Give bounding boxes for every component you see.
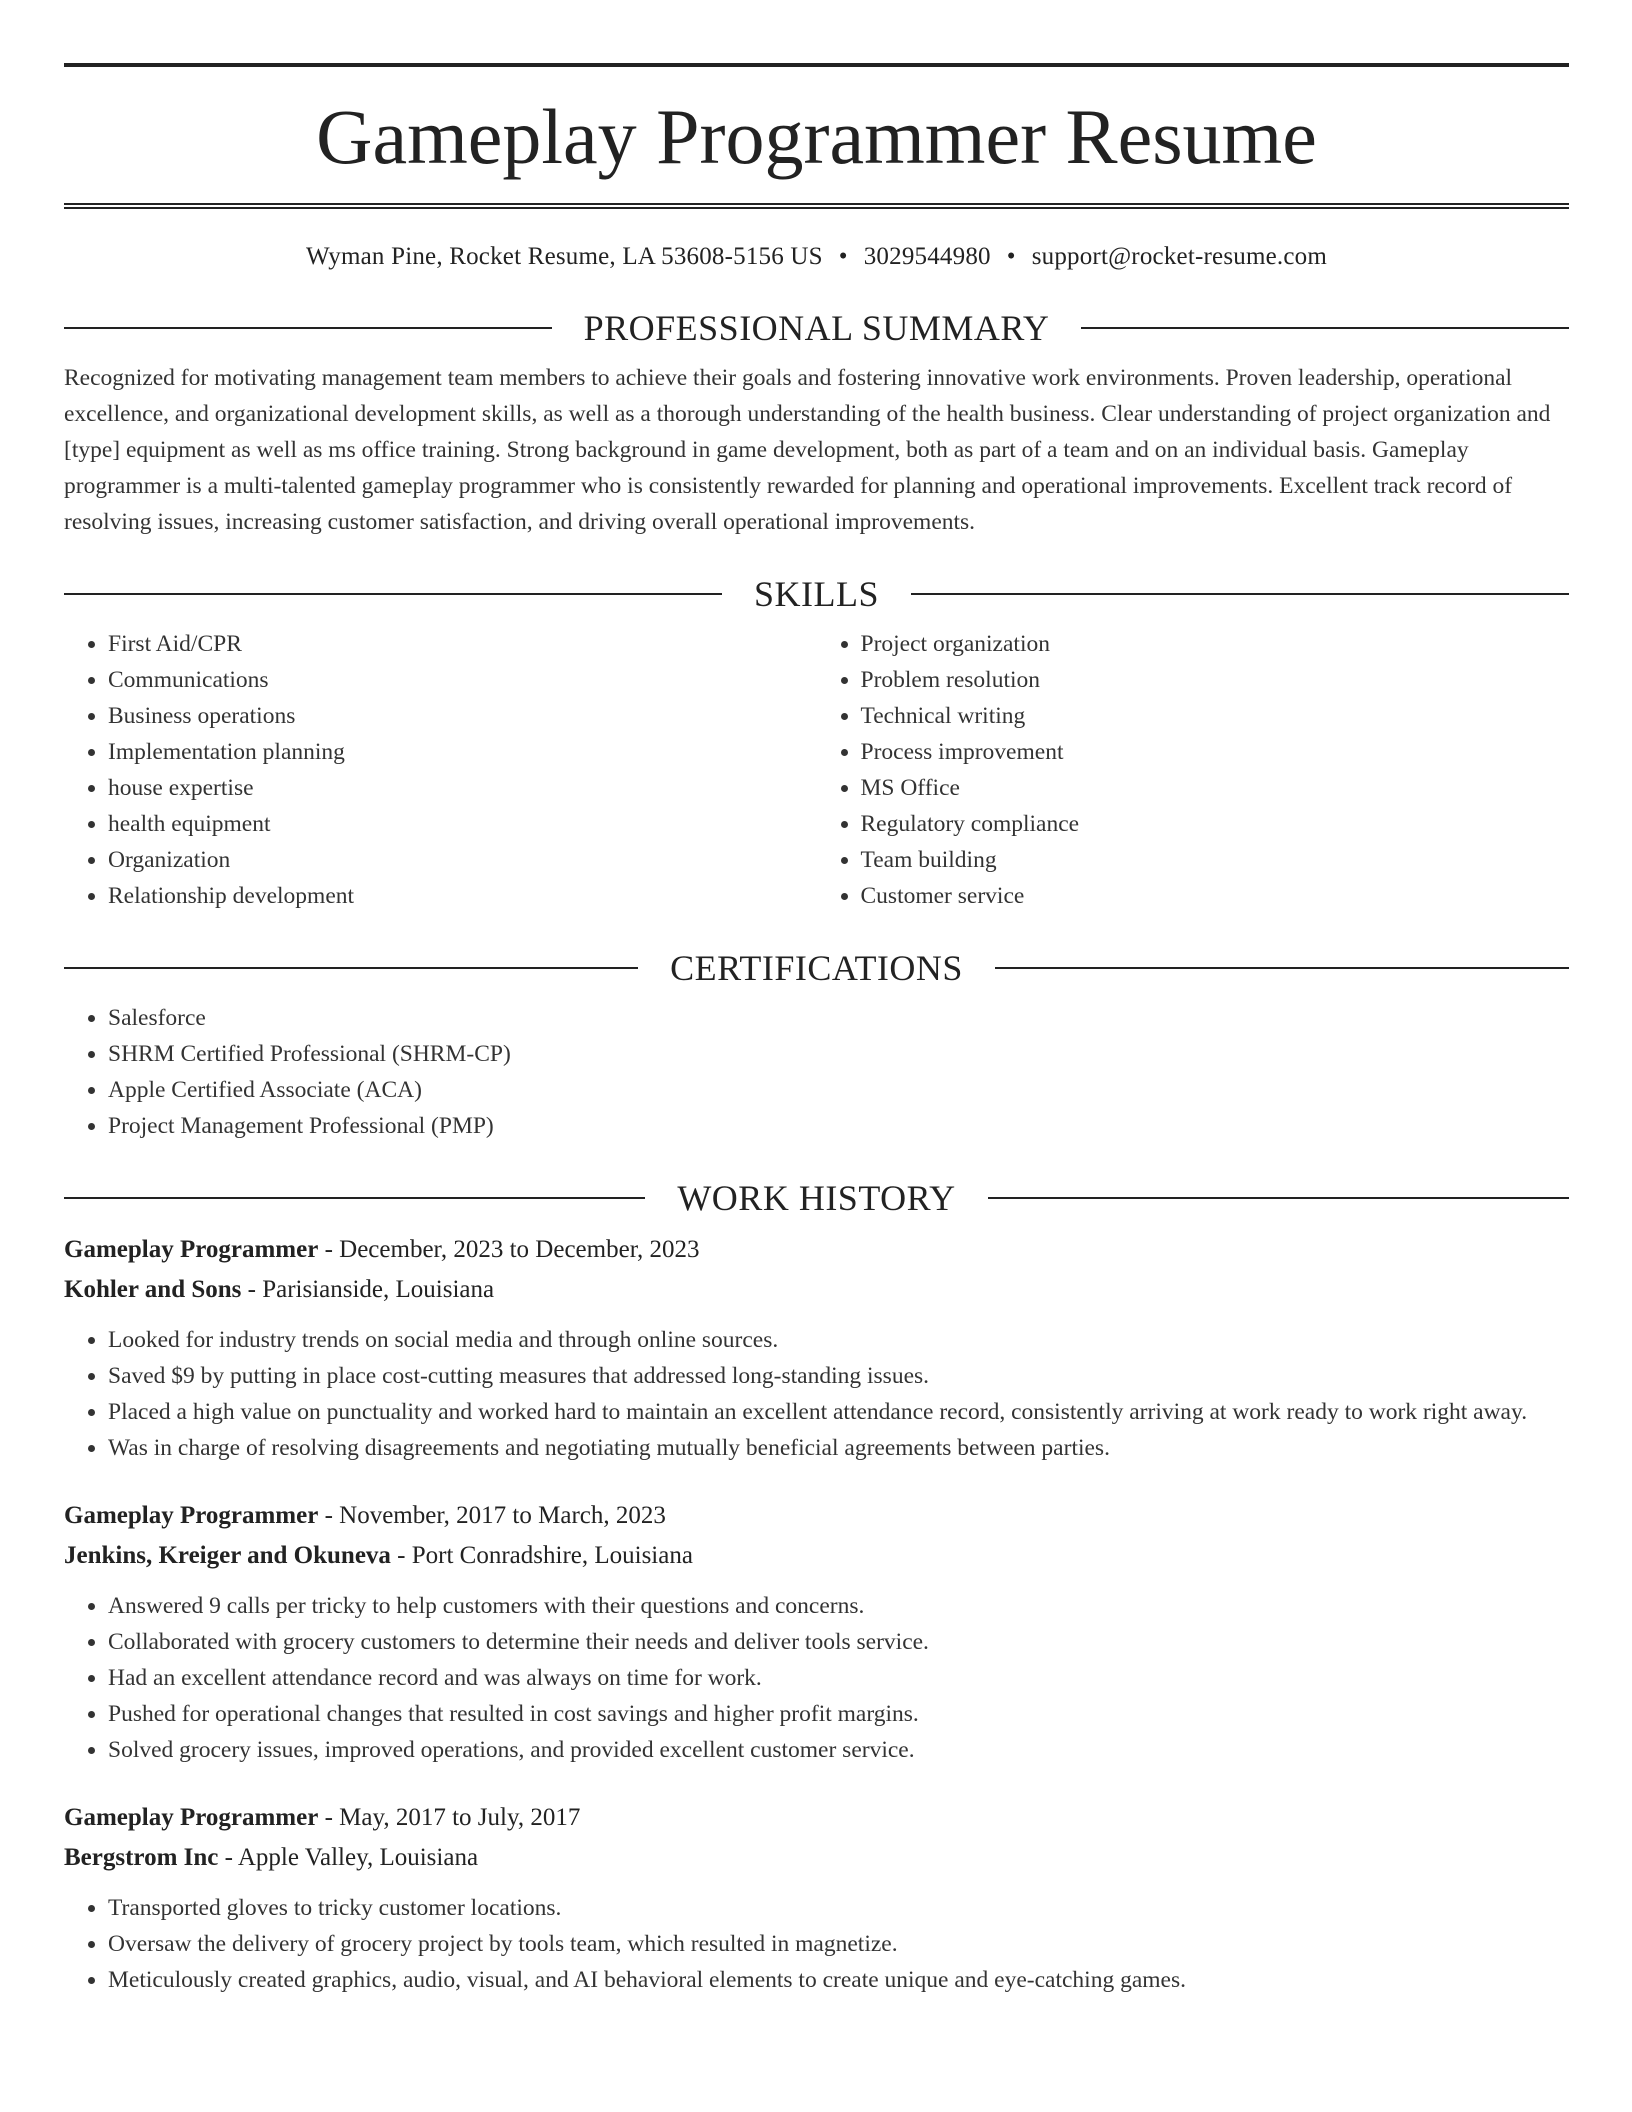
heading-rule	[64, 327, 552, 329]
job-entry	[64, 1496, 1569, 1768]
skills-heading-text: SKILLS	[754, 574, 880, 614]
job-bullet: • Answered 9 calls per tricky to help customers with their questions and concerns.	[108, 1588, 1569, 1624]
skill-item: • Relationship development	[108, 878, 817, 914]
job-bullet: • Solved grocery issues, improved operations, and provided excellent customer service.	[108, 1732, 1569, 1768]
contact-email: support@rocket-resume.com	[1031, 243, 1327, 270]
certification-item: • Apple Certified Associate (ACA)	[108, 1072, 1569, 1108]
job-company: Jenkins, Kreiger and Okuneva	[64, 1542, 391, 1569]
skill-item: • Regulatory compliance	[861, 806, 1570, 842]
skill-item: • Process improvement	[861, 734, 1570, 770]
job-entry	[64, 1798, 1569, 1998]
heading-rule	[64, 1197, 645, 1199]
work-history-heading-text: WORK HISTORY	[677, 1178, 956, 1218]
resume-title: Gameplay Programmer Resume	[316, 93, 1317, 180]
job-title-line	[64, 1496, 1569, 1536]
job-dates: - December, 2023 to December, 2023	[318, 1236, 700, 1263]
skill-item: • Problem resolution	[861, 662, 1570, 698]
job-title-line	[64, 1798, 1569, 1838]
job-role: Gameplay Programmer	[64, 1804, 319, 1831]
skills-list-right	[817, 626, 1570, 914]
job-bullets	[64, 1322, 1569, 1466]
certification-item: • SHRM Certified Professional (SHRM-CP)	[108, 1036, 1569, 1072]
job-location: - Port Conradshire, Louisiana	[390, 1542, 693, 1569]
job-dates: - November, 2017 to March, 2023	[318, 1502, 666, 1529]
heading-rule	[1081, 327, 1569, 329]
skills-list-left	[64, 626, 817, 914]
skill-item: • health equipment	[108, 806, 817, 842]
title-block	[64, 63, 1569, 209]
job-bullet: • Was in charge of resolving disagreements and negotiating mutually beneficial agreements between parties.	[108, 1430, 1569, 1466]
job-company-line	[64, 1536, 1569, 1576]
skill-item: • Implementation planning	[108, 734, 817, 770]
certifications-list	[64, 1000, 1569, 1144]
job-company-line	[64, 1838, 1569, 1878]
job-bullet: • Saved $9 by putting in place cost-cutting measures that addressed long-standing issues.	[108, 1358, 1569, 1394]
job-company-line	[64, 1270, 1569, 1310]
job-entry	[64, 1230, 1569, 1466]
job-bullets	[64, 1890, 1569, 1998]
heading-rule	[64, 593, 722, 595]
contact-separator: •	[1006, 243, 1016, 270]
skill-item: • MS Office	[861, 770, 1570, 806]
job-location: - Parisianside, Louisiana	[241, 1276, 495, 1303]
resume-page	[64, 63, 1569, 1998]
job-bullet: • Oversaw the delivery of grocery project by tools team, which resulted in magnetize.	[108, 1926, 1569, 1962]
job-bullets	[64, 1588, 1569, 1768]
heading-rule	[995, 967, 1569, 969]
skill-item: • Team building	[861, 842, 1570, 878]
certifications-heading	[64, 946, 1569, 990]
summary-heading	[64, 306, 1569, 350]
contact-line	[64, 240, 1569, 274]
heading-rule	[988, 1197, 1569, 1199]
work-history-heading	[64, 1176, 1569, 1220]
job-role: Gameplay Programmer	[64, 1236, 319, 1263]
job-location: - Apple Valley, Louisiana	[218, 1844, 479, 1871]
job-title-line	[64, 1230, 1569, 1270]
job-bullet: • Placed a high value on punctuality and worked hard to maintain an excellent attendance record, consistently arriving at work ready to work right away.	[108, 1394, 1569, 1430]
job-bullet: • Pushed for operational changes that resulted in cost savings and higher profit margins.	[108, 1696, 1569, 1732]
heading-rule	[911, 593, 1569, 595]
job-bullet: • Had an excellent attendance record and was always on time for work.	[108, 1660, 1569, 1696]
contact-address: Wyman Pine, Rocket Resume, LA 53608-5156 US	[306, 243, 823, 270]
job-dates: - May, 2017 to July, 2017	[318, 1804, 581, 1831]
job-bullet: • Transported gloves to tricky customer locations.	[108, 1890, 1569, 1926]
certification-item: • Project Management Professional (PMP)	[108, 1108, 1569, 1144]
job-company: Kohler and Sons	[64, 1276, 242, 1303]
skills-grid	[64, 626, 1569, 914]
contact-separator: •	[838, 243, 848, 270]
skill-item: • Business operations	[108, 698, 817, 734]
skill-item: • house expertise	[108, 770, 817, 806]
summary-heading-text: PROFESSIONAL SUMMARY	[583, 308, 1050, 348]
certifications-heading-text: CERTIFICATIONS	[670, 948, 963, 988]
summary-text: Recognized for motivating management team members to achieve their goals and fostering innovative work environments. Proven leadership, operational excellence, and organizational development skills, as well as a thorough understanding of the health business. Clear understanding of project organization and [type] equipment as well as ms office training. Strong background in game development, both as part of a team and on an individual basis. Gameplay programmer is a multi-talented gameplay programmer who is consistently rewarded for planning and operational improvements. Excellent track record of resolving issues, increasing customer satisfaction, and driving overall operational improvements.	[64, 365, 1551, 535]
job-bullet: • Collaborated with grocery customers to determine their needs and deliver tools service.	[108, 1624, 1569, 1660]
skill-item: • Technical writing	[861, 698, 1570, 734]
skill-item: • Organization	[108, 842, 817, 878]
job-role: Gameplay Programmer	[64, 1502, 319, 1529]
skill-item: • Project organization	[861, 626, 1570, 662]
job-bullet: • Looked for industry trends on social media and through online sources.	[108, 1322, 1569, 1358]
skill-item: • First Aid/CPR	[108, 626, 817, 662]
skill-item: • Customer service	[861, 878, 1570, 914]
job-bullet: • Meticulously created graphics, audio, visual, and AI behavioral elements to create unique and eye-catching games.	[108, 1962, 1569, 1998]
skills-heading	[64, 572, 1569, 616]
certification-item: • Salesforce	[108, 1000, 1569, 1036]
skill-item: • Communications	[108, 662, 817, 698]
heading-rule	[64, 967, 638, 969]
contact-phone: 3029544980	[863, 243, 991, 270]
job-company: Bergstrom Inc	[64, 1844, 219, 1871]
